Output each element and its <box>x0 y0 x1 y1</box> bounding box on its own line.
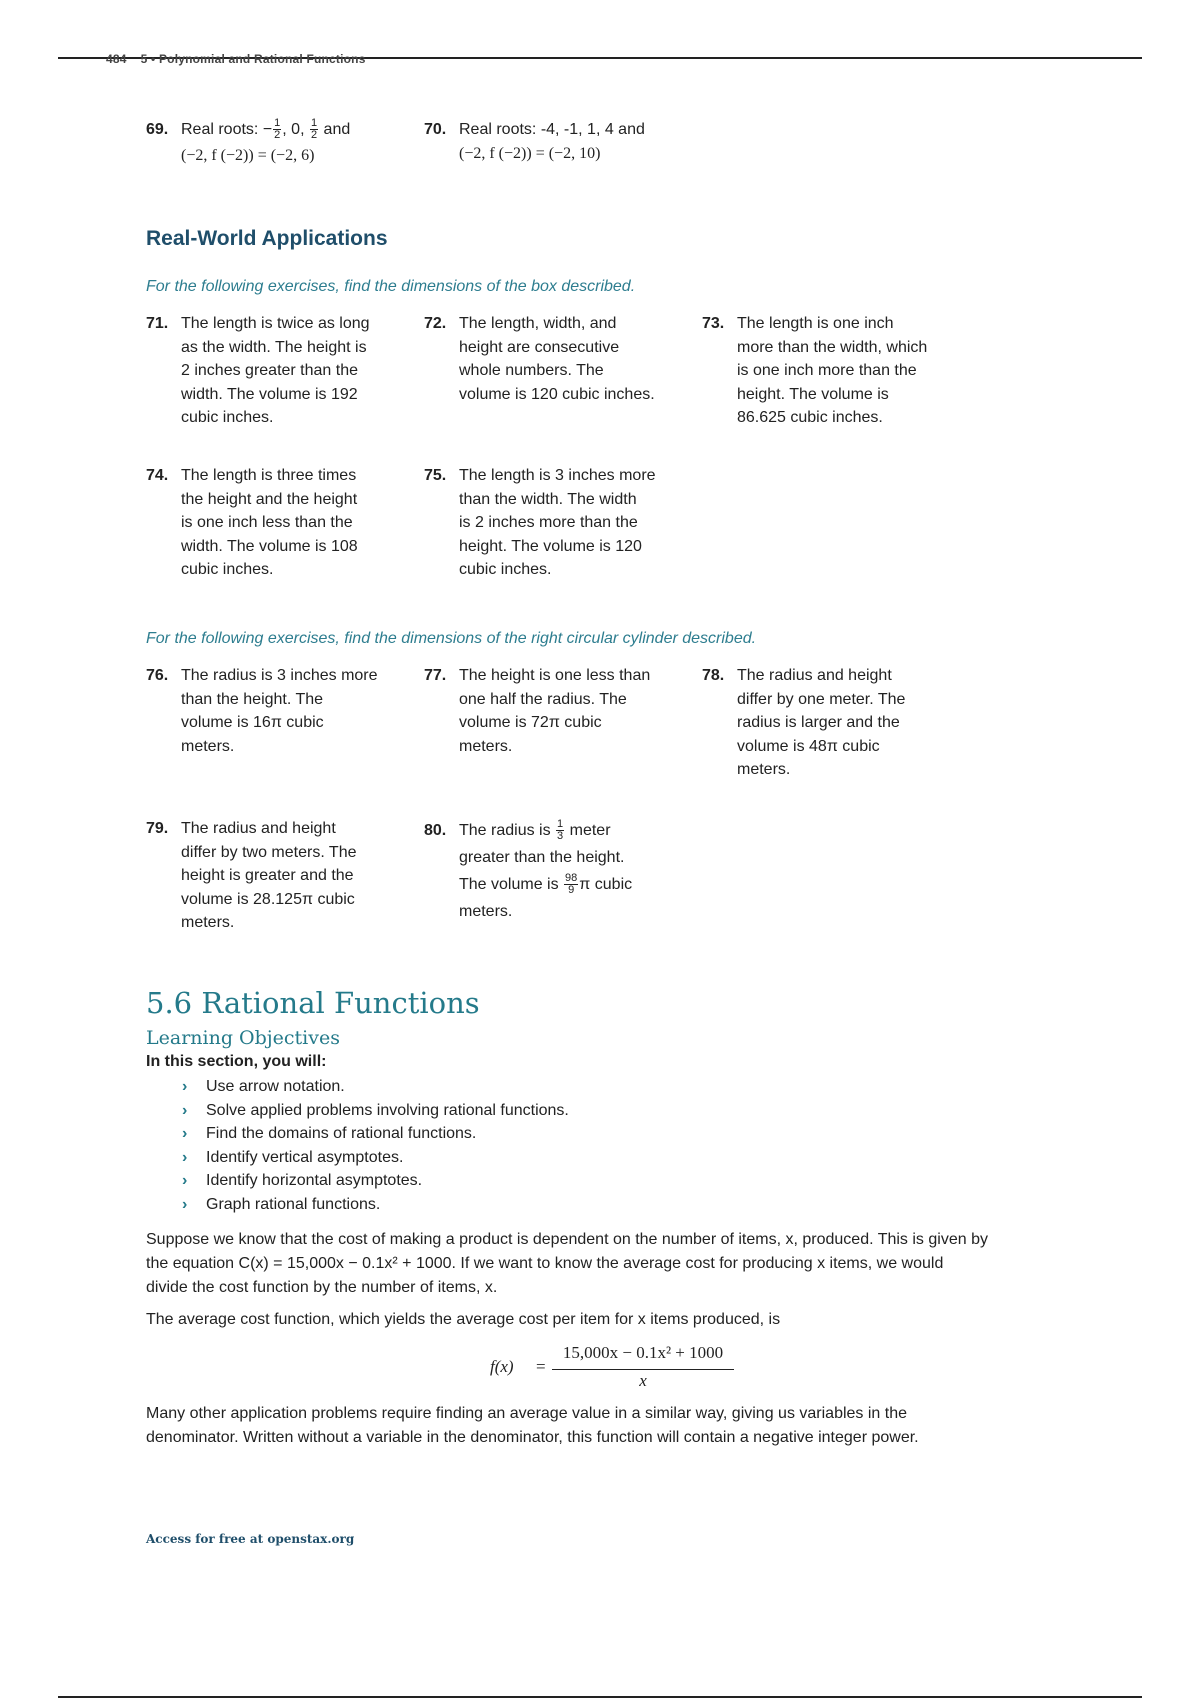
average-cost-paragraph: The average cost function, which yields the average cost per item for x items produced, is <box>146 1311 781 1328</box>
instruction-cylinder: For the following exercises, find the dimensions of the right circular cylinder described. <box>146 630 757 647</box>
footer-link[interactable]: Access for free at openstax.org <box>146 1532 355 1546</box>
running-header <box>106 52 366 66</box>
exercise-number: 69. <box>146 121 169 138</box>
exercise-number: 70. <box>424 121 447 138</box>
objectives-list <box>182 1075 569 1216</box>
chevron-right-icon: › <box>182 1101 188 1119</box>
objective-item: › Identify horizontal asymptotes. <box>182 1169 569 1193</box>
objective-item: › Solve applied problems involving rational functions. <box>182 1099 569 1123</box>
chevron-right-icon: › <box>182 1148 188 1166</box>
section-heading: Real-World Applications <box>146 227 388 250</box>
objective-item: › Graph rational functions. <box>182 1193 569 1217</box>
objective-item: › Use arrow notation. <box>182 1075 569 1099</box>
chevron-right-icon: › <box>182 1195 188 1213</box>
average-cost-formula: f(x) = 15,000x − 0.1x² + 1000 x <box>490 1343 750 1391</box>
section-title: 5.6 Rational Functions <box>146 986 480 1020</box>
application-paragraph: Many other application problems require finding an average value in a similar way, giving us variables in the denominator. Written without a variable in the denominator, this function will contain a negative integer power. <box>146 1405 919 1446</box>
chevron-right-icon: › <box>182 1172 188 1189</box>
chevron-right-icon: › <box>182 1078 188 1095</box>
learning-objectives-title: Learning Objectives <box>146 1027 340 1049</box>
page-number: 484 <box>106 52 127 66</box>
learning-objectives-intro: In this section, you will: <box>146 1053 327 1070</box>
instruction-box: For the following exercises, find the dimensions of the box described. <box>146 278 636 295</box>
objective-item: › Identify vertical asymptotes. <box>182 1146 569 1170</box>
chapter-title: 5 • Polynomial and Rational Functions <box>140 52 366 66</box>
footer-rule <box>58 1696 1142 1698</box>
fraction-bar <box>552 1369 734 1370</box>
intro-paragraph: Suppose we know that the cost of making a product is dependent on the number of items, x, produced. This is given by the equation C(x) = 15,000x − 0.1x² + 1000. If we want to know the average cost for producing x items, we would divide the cost function by the number of items, x. <box>146 1231 988 1296</box>
objective-item: › Find the domains of rational functions. <box>182 1122 569 1146</box>
chevron-right-icon: › <box>182 1125 188 1142</box>
